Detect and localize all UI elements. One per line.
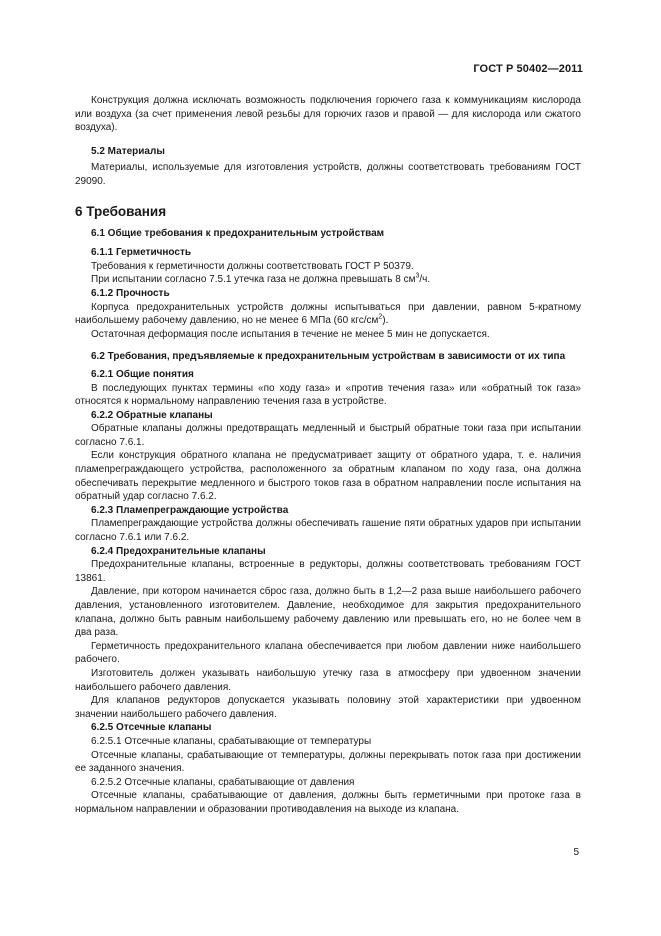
leak-sup: 3 [415, 273, 420, 281]
section-6-2-4-text-4: Изготовитель должен указывать наибольшую утечку газа в атмосферу при удвоенном значении наибольшего рабочего давления. [75, 667, 581, 693]
section-6-2-5-2-heading: 6.2.5.2 Отсечные клапаны, срабатывающие от давления [91, 776, 355, 788]
section-6-2-2-text-1: Обратные клапаны должны предотвращать медленный и быстрый обратные токи газа при испытании согласно 7.6.1. [75, 423, 581, 448]
document-header: ГОСТ Р 50402—2011 [473, 63, 583, 75]
section-6-1-1-text-1: Требования к герметичности должны соответствовать ГОСТ Р 50379. [91, 260, 414, 272]
section-6-2-5-1-text: Отсечные клапаны, срабатывающие от температуры, должны перекрывать поток газа при достижении ее заданного значения. [75, 749, 581, 775]
section-6-2-heading: 6.2 Требования, предъявляемые к предохранительным устройствам в зависимости от их типа [91, 351, 566, 363]
leak-text: При испытании согласно 7.5.1 утечка газа не должна превышать 8 см [91, 274, 416, 286]
strength-sup: 2 [378, 313, 383, 321]
page-body [75, 94, 581, 817]
section-6-1-2-text-1 [75, 301, 581, 328]
section-6-2-5-heading: 6.2.5 Отсечные клапаны [91, 722, 212, 734]
section-6-2-3-text: Пламепреграждающие устройства должны обеспечивать гашение пяти обратных ударов при испытании согласно 7.6.1 или 7.6.2. [75, 518, 581, 544]
leak-unit: /ч. [419, 274, 431, 286]
section-6-2-4-text-2: Давление, при котором начинается сброс газа, должно быть в 1,2—2 раза выше наибольшего рабочего давления, установленного изготовителем. Давление, необходимое для закрытия предохранительного клапана, должно быть равным наибольшему рабочему давлению или превышать его, но не более чем в два раза. [75, 586, 581, 639]
section-6-2-1-text: В последующих пунктах термины «по ходу газа» и «против течения газа» или «обратный ток газа» относятся к нормальному направлению течения газа в устройстве. [75, 382, 581, 408]
section-6-heading: 6 Требования [75, 203, 167, 219]
section-6-2-4-text-3: Герметичность предохранительного клапана обеспечивается при любом давлении ниже наибольшего рабочего. [75, 640, 581, 666]
section-6-1-heading: 6.1 Общие требования к предохранительным устройствам [91, 227, 385, 239]
section-6-2-2-heading: 6.2.2 Обратные клапаны [91, 409, 213, 421]
section-6-1-1-heading: 6.1.1 Герметичность [91, 247, 192, 259]
section-6-2-3-heading: 6.2.3 Пламепреграждающие устройства [91, 504, 289, 516]
section-6-1-2-heading: 6.1.2 Прочность [91, 287, 170, 299]
intro-paragraph: Конструкция должна исключать возможность подключения горючего газа к коммуникациям кислорода или воздуха (за счет применения левой резьбы для горючих газов и правой — для кислорода или сжатого воздуха). [75, 95, 581, 134]
strength-end: ). [382, 315, 389, 327]
section-6-2-1-heading: 6.2.1 Общие понятия [91, 368, 194, 380]
section-6-2-4-heading: 6.2.4 Предохранительные клапаны [91, 545, 266, 557]
section-6-1-1-text-2 [75, 273, 581, 287]
section-5-2-heading: 5.2 Материалы [91, 145, 165, 157]
section-6-2-4-text-1: Предохранительные клапаны, встроенные в редукторы, должны соответствовать требованиям ГОСТ 13861. [75, 559, 581, 584]
section-6-2-5-2-text: Отсечные клапаны, срабатывающие от давления, должны быть герметичными при протоке газа в нормальном направлении и образовании противодавления на выходе из клапана. [75, 790, 581, 815]
section-6-2-4-text-5: Для клапанов редукторов допускается указывать половину этой характеристики при удвоенном значении наибольшего рабочего давления. [75, 695, 581, 720]
section-6-1-2-text-2: Остаточная деформация после испытания в течение не менее 5 мин не допускается. [91, 328, 490, 340]
strength-text: Корпуса предохранительных устройств должны испытываться при давлении, равном 5-кратному наибольшему рабочему давлению, но не менее 6 МПа (60 кгс/см [75, 301, 581, 327]
page-number: 5 [573, 847, 579, 858]
section-6-2-2-text-2: Если конструкция обратного клапана не предусматривает защиту от обратного удара, т. е. наличия пламепреграждающего устройства, расположенного за обратным клапаном по ходу газа, она должна обеспечивать перекрытие медленного и быстрого токов газа в обратном направлении после испытания на обратный удар согласно 7.6.2. [75, 450, 581, 503]
section-5-2-text: Материалы, используемые для изготовления устройств, должны соответствовать требованиям ГОСТ 29090. [75, 162, 581, 187]
section-6-2-5-1-heading: 6.2.5.1 Отсечные клапаны, срабатывающие от температуры [91, 735, 372, 747]
